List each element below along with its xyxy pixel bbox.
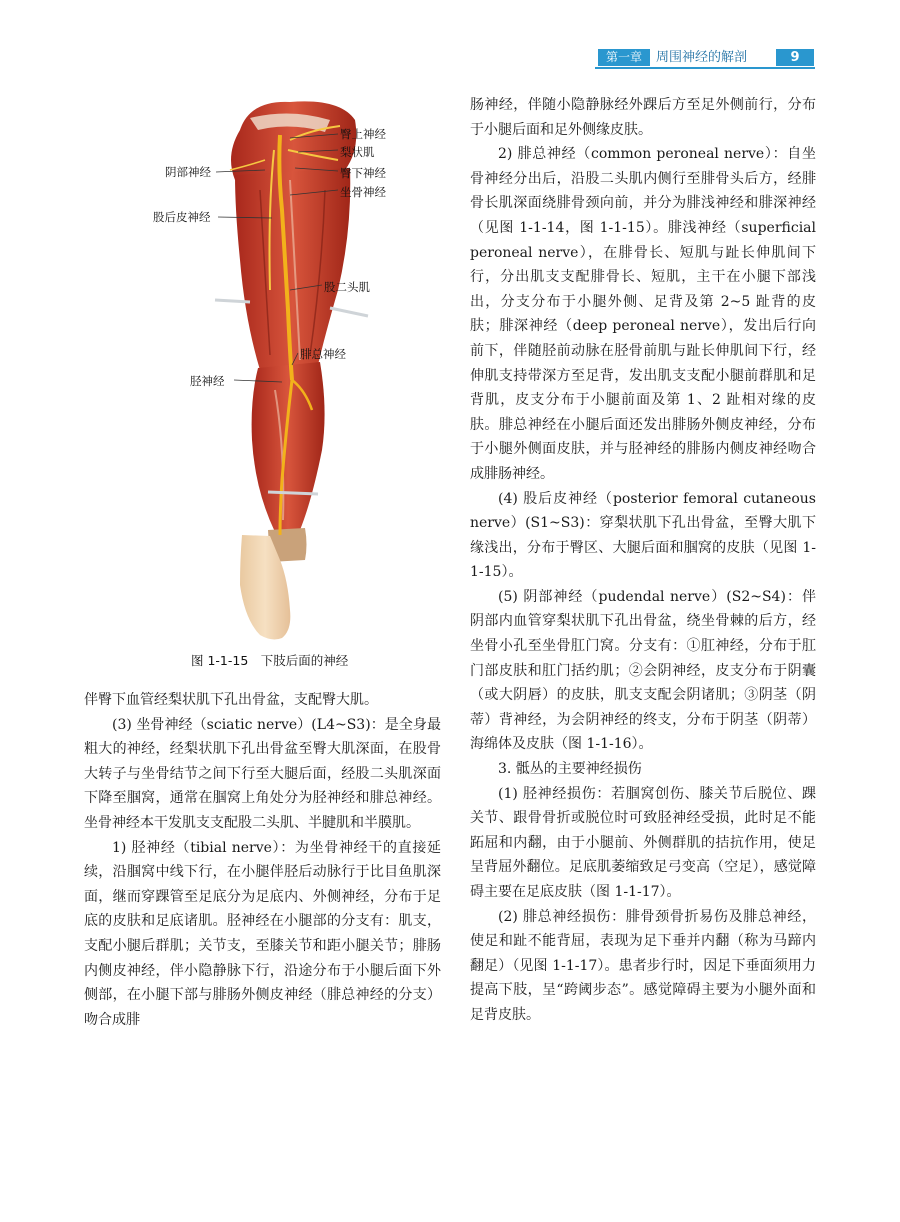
label-sciatic: 坐骨神经 xyxy=(340,185,386,199)
label-piriformis: 梨状肌 xyxy=(340,145,375,159)
paragraph: (4) 股后皮神经（posterior femoral cutaneous nerve）(S1~S3)：穿梨状肌下孔出骨盆，至臀大肌下缘浅出，分布于臀区、大腿后面和腘窝的皮肤（见图 1-1-15）。 xyxy=(470,490,816,581)
label-tibial: 胫神经 xyxy=(190,374,225,388)
label-post-femoral-cutaneous: 股后皮神经 xyxy=(153,210,211,224)
left-column xyxy=(84,688,441,1032)
chapter-title: 周围神经的解剖 xyxy=(656,50,748,65)
page-number: 9 xyxy=(776,49,814,66)
paragraph: 2) 腓总神经（common peroneal nerve）：自坐骨神经分出后，沿股二头肌内侧行至腓骨头后方，经腓骨长肌深面绕腓骨颈向前，并分为腓浅神经和腓深神经（见图 1-1-14，图 1-1-15）。腓浅神经（superficial peroneal nerve），在腓骨长、短肌与趾长伸肌间下行，分出肌支支配腓骨长、短肌，主干在小腿下部浅出，分支分布于小腿外侧、足背及第 2~5 趾背的皮肤；腓深神经（deep peroneal nerve），发出后行向前下，伴随胫前动脉在胫骨前肌与趾长伸肌间下行，经伸肌支持带深方至足背，发出肌支支配小腿前群肌和足背肌，皮支分布于小腿前面及第 1、2 趾相对缘的皮肤。腓总神经在小腿后面还发出腓肠外侧皮神经，分布于小腿外侧面皮肤，并与胫神经的腓肠内侧皮神经吻合成腓肠神经。 xyxy=(470,146,816,482)
paragraph: 1) 胫神经（tibial nerve）：为坐骨神经干的直接延续，沿腘窝中线下行，在小腿伴胫后动脉行于比目鱼肌深面，继而穿踝管至足底分为足底内、外侧神经，分布于足底的皮肤和足底诸肌。胫神经在小腿部的分支有：肌支，支配小腿后群肌；关节支，至膝关节和距小腿关节；腓肠内侧皮神经，伴小隐静脉下行，沿途分布于小腿后面下外侧部，在小腿下部与腓肠外侧皮神经（腓总神经的分支）吻合成腓 xyxy=(84,839,441,1028)
section-heading: 3. 骶丛的主要神经损伤 xyxy=(498,761,642,778)
label-pudendal: 阴部神经 xyxy=(165,165,211,179)
paragraph: (2) 腓总神经损伤：腓骨颈骨折易伤及腓总神经，使足和趾不能背屈，表现为足下垂并内翻（称为马蹄内翻足）（见图 1-1-17）。患者步行时，因足下垂面须用力提高下肢，呈“跨阈步态”。感觉障碍主要为小腿外面和足背皮肤。 xyxy=(470,908,816,1023)
paragraph: 肠神经，伴随小隐静脉经外踝后方至足外侧前行，分布于小腿后面和足外侧缘皮肤。 xyxy=(470,97,816,138)
anatomy-figure xyxy=(140,90,470,650)
label-gluteal-inf: 臀下神经 xyxy=(340,166,386,180)
paragraph: (5) 阴部神经（pudendal nerve）(S2~S4)：伴阴部内血管穿梨状肌下孔出骨盆，绕坐骨棘的后方，经坐骨小孔至坐骨肛门窝。分支有：①肛神经，分布于肛门部皮肤和肛门括约肌；②会阴神经，皮支分布于阴囊（或大阴唇）的皮肤，肌支支配会阴诸肌；③阴茎（阴蒂）背神经，为会阴神经的终支，分布于阴茎（阴蒂）海绵体及皮肤（图 1-1-16）。 xyxy=(470,588,816,753)
right-column xyxy=(470,93,816,1028)
label-gluteal-sup: 臀上神经 xyxy=(340,127,386,141)
header-rule xyxy=(595,67,815,69)
label-biceps: 股二头肌 xyxy=(324,280,370,294)
figure-caption: 图 1-1-15 下肢后面的神经 xyxy=(191,653,349,668)
paragraph: 伴臀下血管经梨状肌下孔出骨盆，支配臀大肌。 xyxy=(84,692,378,708)
chapter-badge: 第一章 xyxy=(598,49,650,66)
paragraph: (1) 胫神经损伤：若腘窝创伤、膝关节后脱位、踝关节、跟骨骨折或脱位时可致胫神经受损，此时足不能跖屈和内翻，由于小腿前、外侧群肌的拮抗作用，使足呈背屈外翻位。足底肌萎缩致足弓变高（空足），感觉障碍主要在足底皮肤（图 1-1-17）。 xyxy=(470,785,816,900)
paragraph: (3) 坐骨神经（sciatic nerve）(L4~S3)：是全身最粗大的神经，经梨状肌下孔出骨盆至臀大肌深面，在股骨大转子与坐骨结节之间下行至大腿后面，经股二头肌深面下降至腘窝，通常在腘窝上角处分为胫神经和腓总神经。坐骨神经本干发肌支支配股二头肌、半腱肌和半膜肌。 xyxy=(84,716,441,831)
label-common-peroneal: 腓总神经 xyxy=(300,347,346,361)
